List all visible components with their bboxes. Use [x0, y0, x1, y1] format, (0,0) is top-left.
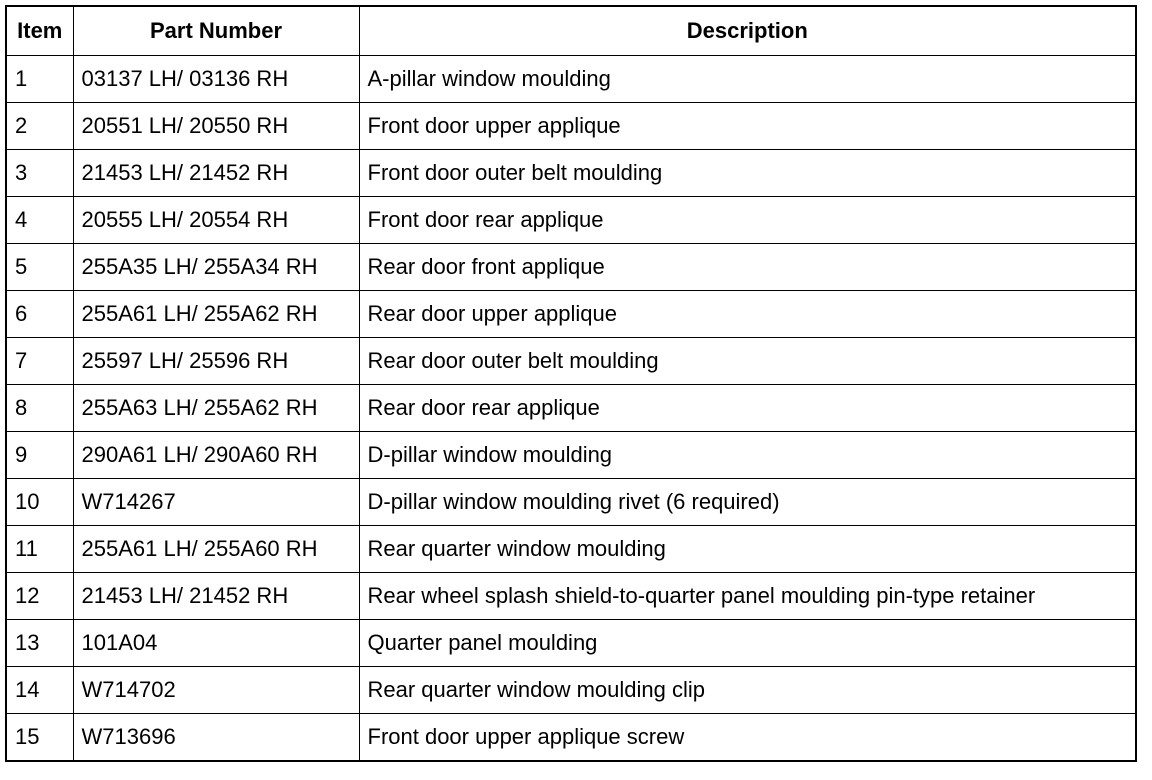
item-cell: 14 [6, 667, 73, 714]
part-number-cell: 255A63 LH/ 255A62 RH [73, 385, 359, 432]
description-cell: Rear wheel splash shield-to-quarter panel moulding pin-type retainer [359, 573, 1136, 620]
header-part-number: Part Number [73, 6, 359, 56]
table-row [6, 714, 1136, 762]
part-number-cell: 255A61 LH/ 255A60 RH [73, 526, 359, 573]
item-cell: 7 [6, 338, 73, 385]
item-cell: 10 [6, 479, 73, 526]
parts-table [5, 5, 1137, 762]
description-cell: Rear door upper applique [359, 291, 1136, 338]
item-cell: 11 [6, 526, 73, 573]
table-row [6, 385, 1136, 432]
table-row [6, 573, 1136, 620]
description-cell: Rear door rear applique [359, 385, 1136, 432]
description-cell: Rear quarter window moulding [359, 526, 1136, 573]
part-number-cell: W713696 [73, 714, 359, 762]
part-number-cell: 20551 LH/ 20550 RH [73, 103, 359, 150]
item-cell: 2 [6, 103, 73, 150]
description-cell: A-pillar window moulding [359, 56, 1136, 103]
table-row [6, 620, 1136, 667]
table-row [6, 667, 1136, 714]
part-number-cell: 101A04 [73, 620, 359, 667]
item-cell: 4 [6, 197, 73, 244]
description-cell: Rear door outer belt moulding [359, 338, 1136, 385]
table-row [6, 338, 1136, 385]
description-cell: Front door rear applique [359, 197, 1136, 244]
table-row [6, 103, 1136, 150]
header-row [6, 6, 1136, 56]
part-number-cell: 21453 LH/ 21452 RH [73, 150, 359, 197]
table-row [6, 150, 1136, 197]
item-cell: 9 [6, 432, 73, 479]
part-number-cell: 25597 LH/ 25596 RH [73, 338, 359, 385]
part-number-cell: 20555 LH/ 20554 RH [73, 197, 359, 244]
header-description: Description [359, 6, 1136, 56]
item-cell: 1 [6, 56, 73, 103]
part-number-cell: 21453 LH/ 21452 RH [73, 573, 359, 620]
description-cell: D-pillar window moulding rivet (6 required) [359, 479, 1136, 526]
part-number-cell: W714267 [73, 479, 359, 526]
description-cell: Front door upper applique [359, 103, 1136, 150]
table-row [6, 291, 1136, 338]
item-cell: 3 [6, 150, 73, 197]
item-cell: 8 [6, 385, 73, 432]
item-cell: 12 [6, 573, 73, 620]
part-number-cell: W714702 [73, 667, 359, 714]
description-cell: Rear quarter window moulding clip [359, 667, 1136, 714]
description-cell: Rear door front applique [359, 244, 1136, 291]
header-item: Item [6, 6, 73, 56]
description-cell: Front door outer belt moulding [359, 150, 1136, 197]
description-cell: Quarter panel moulding [359, 620, 1136, 667]
item-cell: 5 [6, 244, 73, 291]
table-row [6, 526, 1136, 573]
table-row [6, 56, 1136, 103]
table-row [6, 432, 1136, 479]
description-cell: Front door upper applique screw [359, 714, 1136, 762]
part-number-cell: 255A61 LH/ 255A62 RH [73, 291, 359, 338]
item-cell: 6 [6, 291, 73, 338]
part-number-cell: 290A61 LH/ 290A60 RH [73, 432, 359, 479]
table-row [6, 479, 1136, 526]
table-row [6, 197, 1136, 244]
item-cell: 13 [6, 620, 73, 667]
description-cell: D-pillar window moulding [359, 432, 1136, 479]
item-cell: 15 [6, 714, 73, 762]
table-row [6, 244, 1136, 291]
part-number-cell: 03137 LH/ 03136 RH [73, 56, 359, 103]
part-number-cell: 255A35 LH/ 255A34 RH [73, 244, 359, 291]
